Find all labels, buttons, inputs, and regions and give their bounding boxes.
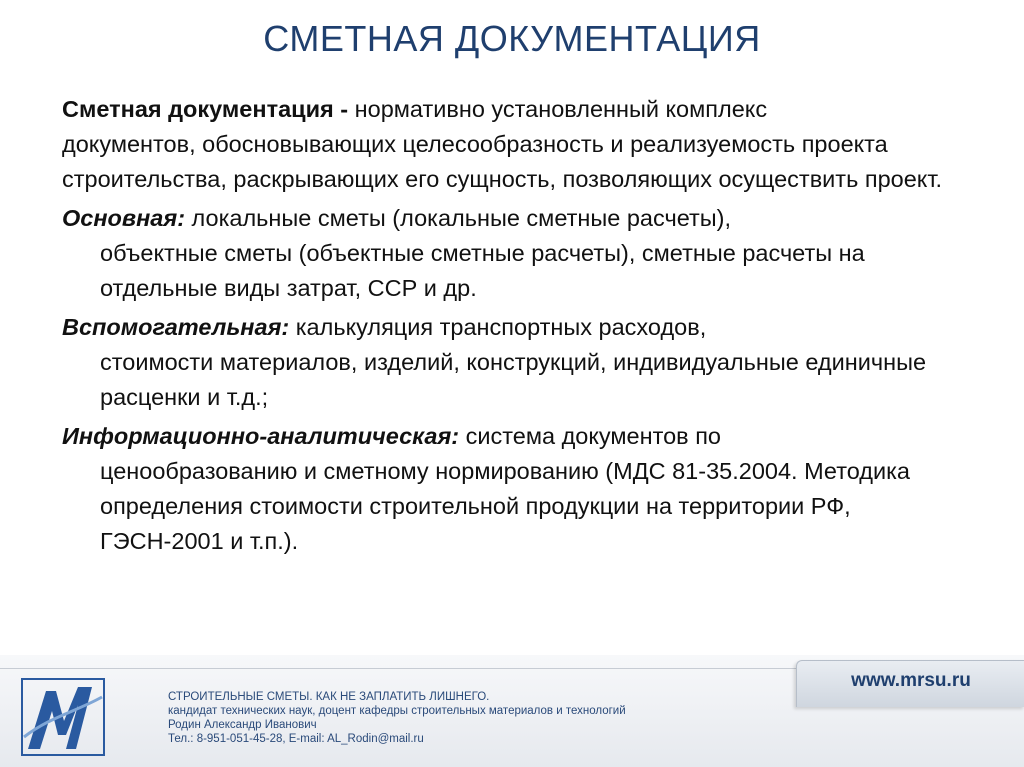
list-item-auxiliary-term: Вспомогательная: — [62, 314, 290, 340]
footer-author-name: Родин Александр Иванович — [168, 719, 317, 731]
footer-course-title: СТРОИТЕЛЬНЫЕ СМЕТЫ. КАК НЕ ЗАПЛАТИТЬ ЛИШНЕГО. — [168, 691, 490, 703]
list-item-auxiliary-rest: стоимости материалов, изделий, конструкций, индивидуальные единичные расценки и т.д.; — [100, 349, 927, 410]
list-item-main-term: Основная: — [62, 205, 186, 231]
list-item-auxiliary — [62, 310, 962, 415]
list-item-main-rest: объектные сметы (объектные сметные расчеты), сметные расчеты на отдельные виды затрат, ССР и др. — [100, 240, 865, 301]
university-logo-icon — [20, 677, 106, 757]
footer-info — [168, 690, 768, 746]
definition-paragraph — [62, 92, 962, 197]
definition-separator: - — [333, 96, 355, 122]
list-item-analytical-rest: ценообразованию и сметному нормированию (МДС 81-35.2004. Методика определения стоимости строительной продукции на территории РФ, ГЭСН-2001 и т.п.). — [100, 458, 910, 554]
list-item-analytical-term: Информационно-аналитическая: — [62, 423, 460, 449]
list-item-main — [62, 201, 962, 306]
footer-contacts: Тел.: 8-951-051-45-28, E-mail: AL_Rodin@mail.ru — [168, 733, 424, 745]
slide-title: СМЕТНАЯ ДОКУМЕНТАЦИЯ — [263, 18, 761, 59]
list-item-analytical — [62, 419, 962, 559]
slide-body — [62, 92, 962, 563]
definition-term: Сметная документация — [62, 96, 334, 122]
footer-author-position: кандидат технических наук, доцент кафедры строительных материалов и технологий — [168, 705, 626, 717]
website-link[interactable]: www.mrsu.ru — [851, 670, 971, 691]
list-item-analytical-first: система документов по — [459, 423, 721, 449]
list-item-auxiliary-first: калькуляция транспортных расходов, — [289, 314, 707, 340]
definition-text-rest: документов, обосновывающих целесообразность и реализуемость проекта строительства, раскрывающих его сущность, позволяющих осуществить проект. — [62, 131, 943, 192]
definition-text-first: нормативно установленный комплекс — [354, 96, 768, 122]
list-item-main-first: локальные сметы (локальные сметные расчеты), — [185, 205, 732, 231]
website-tab[interactable] — [796, 660, 1024, 707]
